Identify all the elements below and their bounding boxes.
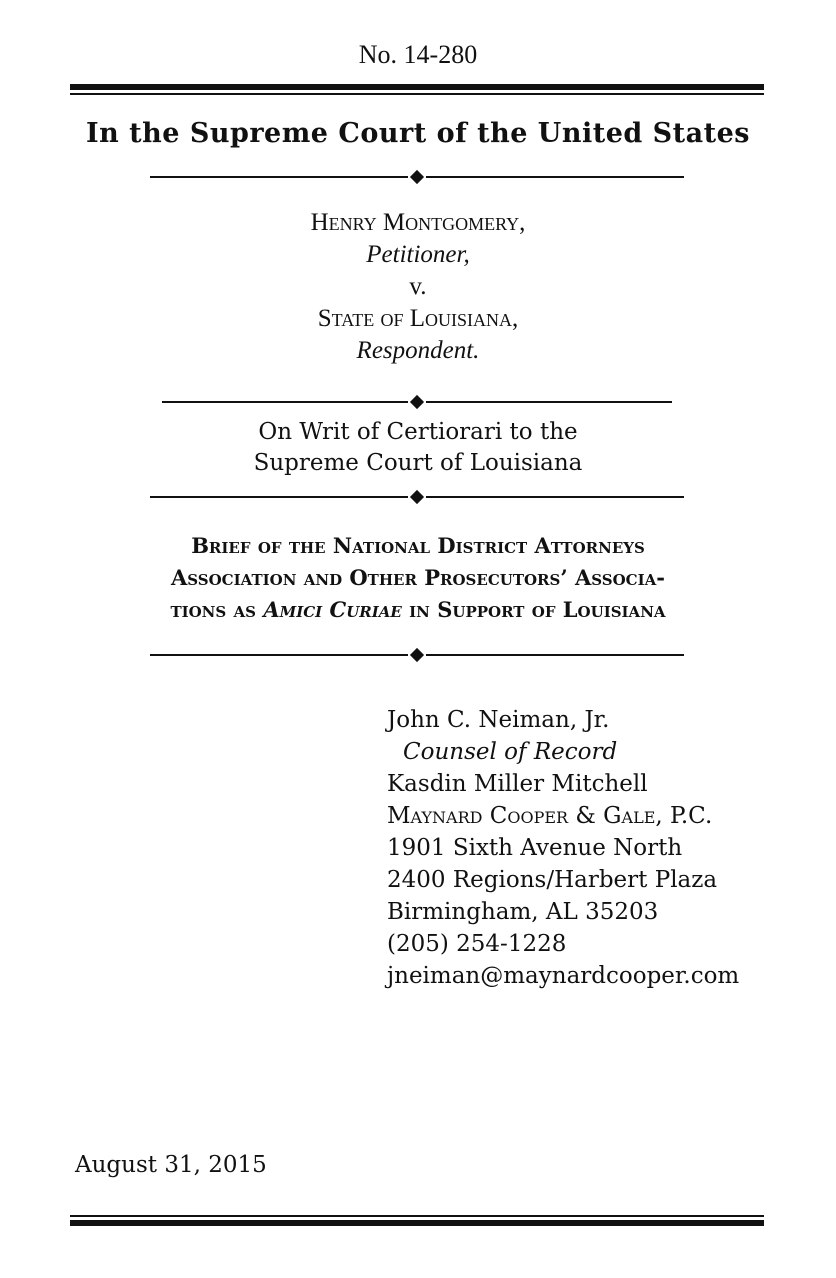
counsel-block [387, 704, 739, 992]
bottom-thick-rule [70, 1220, 764, 1226]
co-counsel-name: Kasdin Miller Mitchell [387, 771, 648, 797]
docket-number: No. 14-280 [358, 40, 478, 69]
phone: (205) 254-1228 [387, 931, 567, 957]
brief-line-3 [0, 594, 836, 626]
brief-line-3c: in Support of Louisiana [401, 597, 666, 622]
counsel-name: John C. Neiman, Jr. [387, 707, 610, 733]
respondent-role: Respondent. [356, 337, 480, 364]
filing-date: August 31, 2015 [75, 1152, 267, 1178]
court-title: In the Supreme Court of the United States [85, 118, 750, 149]
writ-block [0, 417, 836, 479]
amici-curiae: Amici Curiae [263, 597, 402, 622]
counsel-role: Counsel of Record [403, 739, 618, 765]
divider-4 [150, 648, 684, 662]
bottom-thin-rule [70, 1215, 764, 1217]
brief-line-1: Brief of the National District Attorneys [191, 533, 645, 558]
address-line-1: 1901 Sixth Avenue North [387, 835, 683, 861]
divider-2 [162, 395, 672, 409]
top-thick-rule [70, 84, 764, 90]
divider-3 [150, 490, 684, 504]
divider-1 [150, 170, 684, 184]
brief-line-3a: tions as [170, 597, 264, 622]
petitioner-role: Petitioner, [366, 241, 470, 268]
email: jneiman@maynardcooper.com [387, 963, 740, 989]
brief-line-2: Association and Other Prosecutors’ Associa- [170, 565, 665, 590]
parties-block [0, 207, 836, 367]
address-line-3: Birmingham, AL 35203 [387, 899, 659, 925]
writ-line-1: On Writ of Certiorari to the [258, 419, 578, 445]
petitioner-name: Henry Montgomery, [310, 209, 526, 236]
brief-title [0, 530, 836, 626]
writ-line-2: Supreme Court of Louisiana [253, 450, 583, 476]
respondent-name: State of Louisiana, [317, 305, 519, 332]
address-line-2: 2400 Regions/Harbert Plaza [387, 867, 718, 893]
top-thin-rule [70, 93, 764, 95]
law-firm: Maynard Cooper & Gale, P.C. [387, 803, 713, 829]
versus: v. [409, 273, 427, 300]
